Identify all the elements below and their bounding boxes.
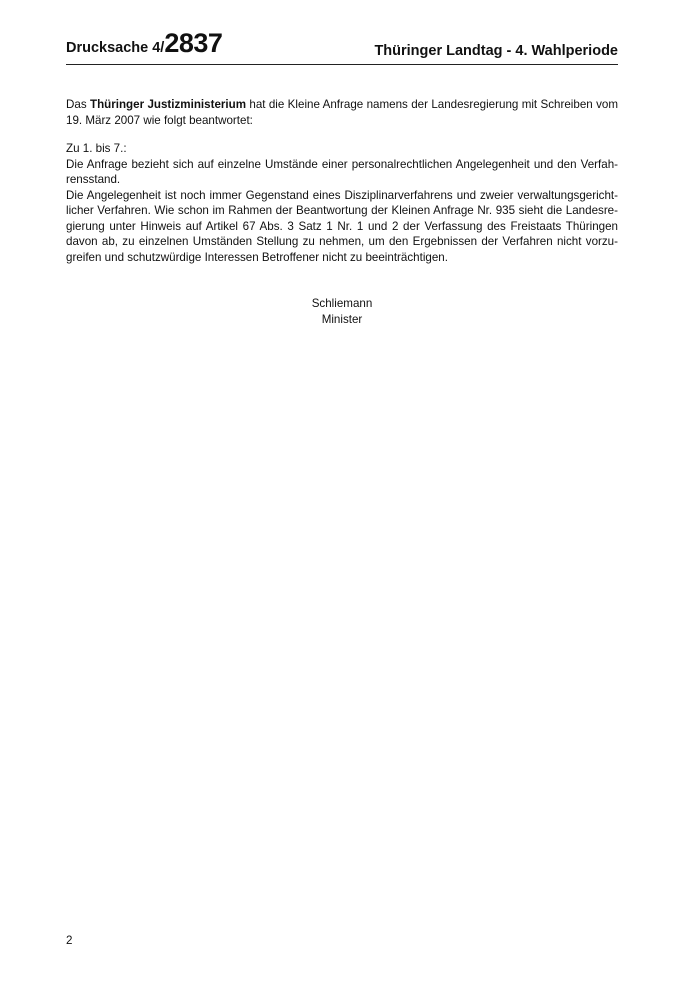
intro-paragraph — [66, 97, 618, 128]
answer-p2-line-4: davon ab, zu einzelnen Umständen Stellung zu nehmen, um den Ergebnissen der Verfahren nicht vorzu- — [66, 235, 618, 248]
answer-p2-line-3: gierung unter Hinweis auf Artikel 67 Abs. 3 Satz 1 Nr. 1 und 2 der Verfassung des Freistaats Thüringen — [66, 219, 618, 233]
signatory-title: Minister — [321, 312, 363, 326]
intro-rest: hat die Kleine Anfrage namens der Landesregierung mit Schreiben vom — [246, 98, 618, 111]
answer-heading: Zu 1. bis 7.: — [66, 142, 127, 155]
document-number-value: 2837 — [164, 28, 223, 58]
answer-p1-line-2: rensstand. — [66, 173, 121, 186]
answer-p2-line-5: greifen und schutzwürdige Interessen Betroffener nicht zu beeinträchtigen. — [66, 250, 448, 264]
intro-line-1 — [66, 97, 618, 113]
document-number-label: Drucksache 4/ — [66, 40, 165, 56]
document-number — [66, 28, 222, 59]
parliament-title: Thüringer Landtag - 4. Wahlperiode — [374, 43, 618, 59]
answer-p2-line-1: Die Angelegenheit ist noch immer Gegenstand eines Disziplinarverfahrens und zweier verwaltungsgericht- — [66, 188, 618, 202]
page-number: 2 — [66, 934, 73, 947]
intro-line-2: 19. März 2007 wie folgt beantwortet: — [66, 113, 253, 127]
signature-block — [66, 296, 618, 327]
answer-section — [66, 141, 618, 265]
intro-prefix: Das — [66, 98, 90, 111]
signatory-name: Schliemann — [311, 297, 373, 310]
page-header — [66, 30, 618, 65]
ministry-name: Thüringer Justizministerium — [89, 98, 247, 111]
answer-p1-line-1: Die Anfrage bezieht sich auf einzelne Umstände einer personalrechtlichen Angelegenheit und den Verfah- — [66, 157, 618, 171]
answer-p2-line-2: licher Verfahren. Wie schon im Rahmen der Beantwortung der Kleinen Anfrage Nr. 935 sieht die Landesre- — [66, 204, 618, 217]
